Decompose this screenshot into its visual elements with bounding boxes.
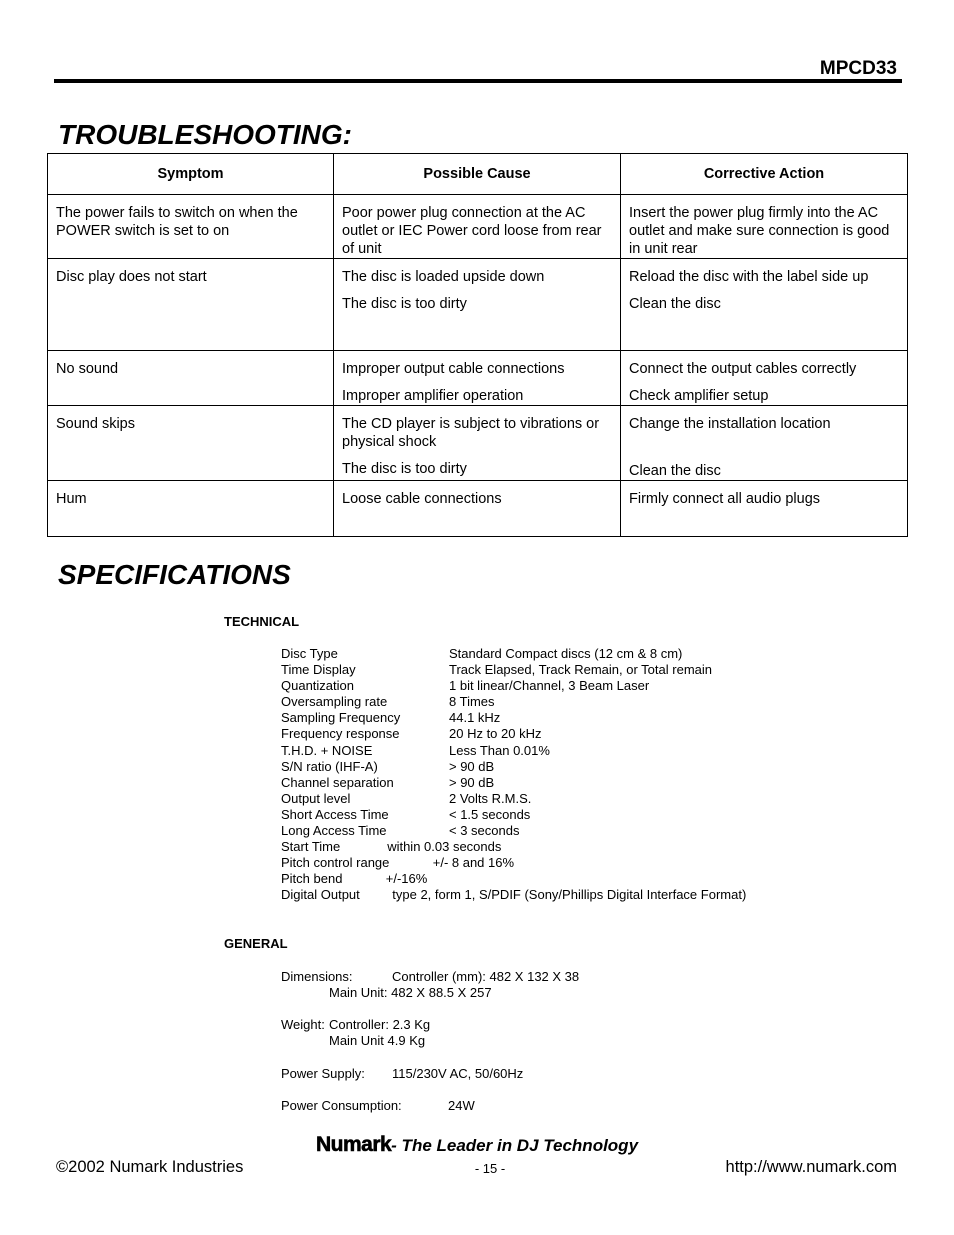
model-number: MPCD33 [819,58,897,79]
spec-label: Time Display [281,662,356,678]
action-text: Firmly connect all audio plugs [629,491,821,507]
symptom-cell: Hum [48,481,334,537]
spec-row-pitch-control: Pitch control range +/- 8 and 16% [281,855,515,871]
specifications-title: SPECIFICATIONS [58,559,291,590]
action-text: Connect the output cables correctly [629,361,857,377]
action-cell [621,195,908,259]
table-row [48,351,908,406]
spec-label: Long Access Time [281,823,387,839]
spec-row [281,775,746,791]
spec-value: 20 Hz to 20 kHz [449,726,542,742]
action-text: Change the installation location [629,416,831,432]
action-text: Insert the power plug firmly into the AC outlet and make sure connection is good in unit rear [629,205,890,257]
cause-text: The disc is loaded upside down [342,269,545,285]
cause-text: Improper output cable connections [342,361,565,377]
spec-label: Quantization [281,678,354,694]
spec-value: > 90 dB [449,774,495,790]
action-text: Clean the disc [629,463,721,479]
spec-value: > 90 dB [449,758,495,774]
symptom-cell: Sound skips [48,406,334,481]
spec-row-start-time: Start Time within 0.03 seconds [281,839,502,855]
symptom-cell: Disc play does not start [48,259,334,351]
action-cell [621,481,908,537]
column-header-action: Corrective Action [621,154,908,195]
weight-label: Weight: [281,1017,325,1032]
spec-value: 44.1 kHz [449,710,501,726]
power-consumption-label: Power Consumption: [281,1098,402,1113]
spec-value: 1 bit linear/Channel, 3 Beam Laser [449,678,650,694]
spec-label: Disc Type [281,646,338,661]
column-header-symptom: Symptom [48,154,334,195]
spec-row [281,759,746,775]
spec-value: 8 Times [449,694,495,710]
symptom-cell: The power fails to switch on when the POWER switch is set to on [48,195,334,259]
weight-controller: Controller: 2.3 Kg [329,1017,431,1032]
spec-row [281,726,746,742]
technical-spec-list [281,646,746,904]
spec-label: Sampling Frequency [281,710,401,726]
table-row [48,406,908,481]
spec-value: < 1.5 seconds [449,806,531,822]
spec-row [281,694,746,710]
cause-text: The disc is too dirty [342,296,467,312]
table-header-row [48,154,908,195]
troubleshooting-title: TROUBLESHOOTING: [58,119,352,150]
spec-row-digital-output: Digital Output type 2, form 1, S/PDIF (Sony/Phillips Digital Interface Format) [281,887,747,903]
power-consumption-value: 24W [448,1098,475,1113]
spec-row [281,710,746,726]
page-number: - 15 - [474,1161,506,1176]
spec-row [281,823,746,839]
spec-value: Standard Compact discs (12 cm & 8 cm) [449,646,683,661]
general-heading: GENERAL [224,936,288,951]
spec-value: < 3 seconds [449,823,520,839]
weight-main: Main Unit 4.9 Kg [329,1033,426,1048]
spec-value: 2 Volts R.M.S. [449,790,532,806]
cause-cell [334,195,621,259]
spec-value: Track Elapsed, Track Remain, or Total remain [449,662,712,678]
action-text: Check amplifier setup [629,388,769,404]
dimensions-main: Main Unit: 482 X 88.5 X 257 [329,985,492,1000]
header-rule [54,79,902,83]
table-row [48,481,908,537]
numark-logo: Numark [315,1133,392,1156]
cause-text: Loose cable connections [342,491,502,507]
spec-row-pitch-bend: Pitch bend +/-16% [281,871,428,887]
spec-label: S/N ratio (IHF-A) [281,758,378,774]
technical-heading: TECHNICAL [224,614,300,629]
action-cell [621,406,908,481]
dimensions-controller: Controller (mm): 482 X 132 X 38 [392,969,580,984]
spec-row [281,646,746,662]
spec-label: Short Access Time [281,806,389,822]
spec-label: Oversampling rate [281,694,388,710]
troubleshooting-table [47,153,908,537]
website-url: http://www.numark.com [725,1158,897,1176]
cause-text: Poor power plug connection at the AC outlet or IEC Power cord loose from rear of unit [342,205,602,257]
cause-cell [334,351,621,406]
action-cell [621,351,908,406]
spec-row [281,662,746,678]
cause-cell [334,259,621,351]
cause-text: The disc is too dirty [342,461,467,477]
spec-row [281,678,746,694]
table-row [48,259,908,351]
copyright: ©2002 Numark Industries [56,1158,244,1176]
cause-text: Improper amplifier operation [342,388,524,404]
spec-row [281,743,746,759]
power-supply-value: 115/230V AC, 50/60Hz [392,1066,524,1081]
action-text: Clean the disc [629,296,721,312]
cause-cell [334,406,621,481]
spec-label: T.H.D. + NOISE [281,742,373,758]
cause-text: The CD player is subject to vibrations or physical shock [342,416,600,450]
cause-cell [334,481,621,537]
spec-row [281,791,746,807]
spec-row [281,807,746,823]
action-cell [621,259,908,351]
table-row [48,195,908,259]
footer-brand [0,1133,954,1157]
spec-value: Less Than 0.01% [449,742,550,758]
spec-label: Output level [281,790,351,806]
symptom-cell: No sound [48,351,334,406]
action-text: Reload the disc with the label side up [629,269,869,285]
spec-label: Frequency response [281,726,400,742]
footer-tagline: - The Leader in DJ Technology [391,1136,639,1155]
column-header-cause: Possible Cause [334,154,621,195]
power-supply-label: Power Supply: [281,1066,365,1081]
spec-label: Channel separation [281,774,394,790]
dimensions-label: Dimensions: [281,969,353,984]
